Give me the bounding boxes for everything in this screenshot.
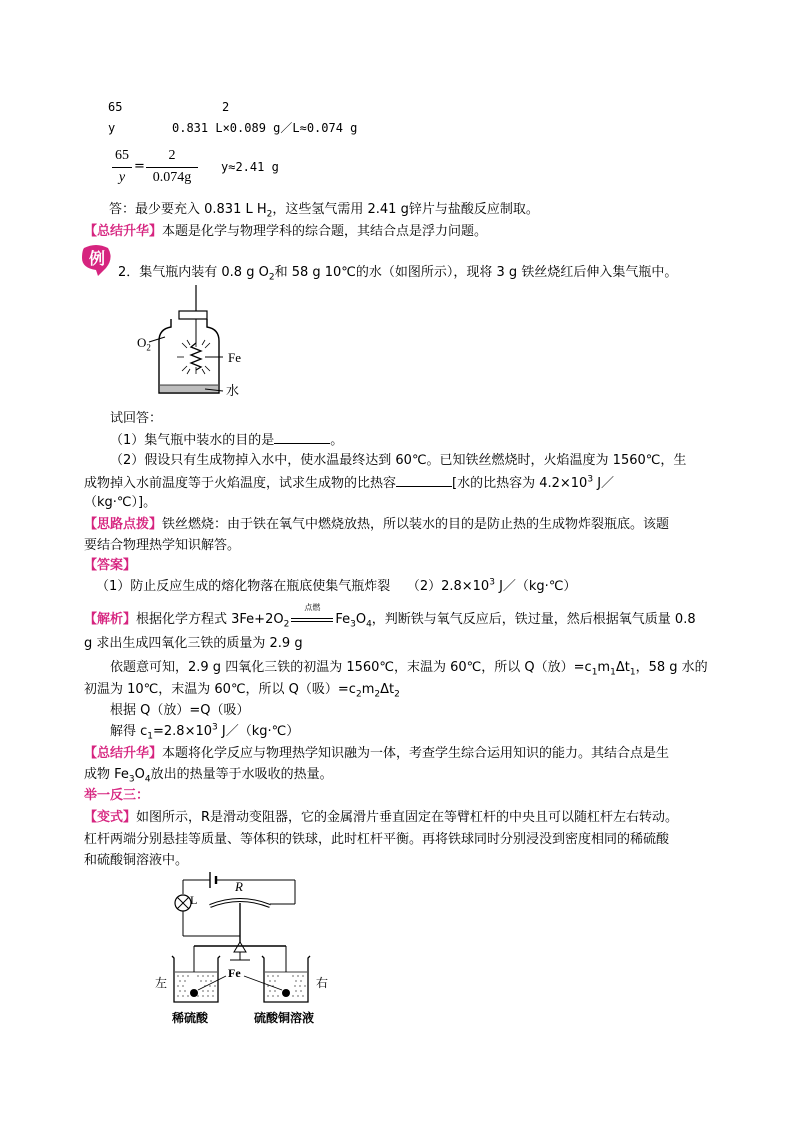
analysis-line5: 根据 Q（放）=Q（吸） xyxy=(110,703,250,718)
example-question xyxy=(118,265,677,282)
fraction-1-numerator: 65 xyxy=(115,148,129,163)
fraction-2-line xyxy=(146,167,198,168)
summary-1-text: 本题是化学与物理学科的综合题，其结合点是浮力问题。 xyxy=(162,224,488,239)
fig1-water-label: 水 xyxy=(226,384,240,399)
question-2-line3: （kg·℃）]。 xyxy=(84,495,157,510)
hint-text: 铁丝燃烧：由于铁在氧气中燃烧放热，所以装水的目的是防止热的生成物炸裂瓶底。该题 xyxy=(162,517,670,532)
answer-text: 答：最少要充入 0.831 L H xyxy=(109,202,267,217)
reaction-arrow: 点燃 xyxy=(289,612,335,629)
questions-intro: 试回答： xyxy=(110,411,163,426)
calc-row2-b: 0.831 L×0.089 g／L≈0.074 g xyxy=(172,121,358,135)
summary-2-tag: 【总结升华】 xyxy=(84,746,163,761)
hint-line2: 要结合物理热学知识解答。 xyxy=(84,538,241,553)
calc-row2-a: y xyxy=(108,121,116,135)
analysis-line3: 依题意可知，2.9 g 四氧化三铁的初温为 1560℃，末温为 60℃，所以 Q（放）$=c_1m_1\Delta t_1$，58 g 水的 xyxy=(110,660,708,678)
question-1: （1）集气瓶中装水的目的是 。 xyxy=(110,433,344,448)
hint-tag: 【思路点拨】 xyxy=(84,517,163,532)
fig2-lamp-label: L xyxy=(190,893,198,907)
analysis-line6: 解得 $c_1=2.8\times 10^3$ J／（kg·℃） xyxy=(110,722,300,742)
fig1-o2-label: $O_2$ xyxy=(137,335,151,353)
calc-result: y≈2.41 g xyxy=(221,160,279,174)
analysis-tag: 【解析】 xyxy=(84,612,137,627)
fraction-2-numerator: 2 xyxy=(168,148,176,163)
fraction-2-denominator: 0.074g xyxy=(152,170,192,185)
variant-tag: 【变式】 xyxy=(84,810,137,825)
answer-sub: 2 xyxy=(266,209,273,220)
example-sub: 2 xyxy=(268,272,275,283)
answer-line xyxy=(109,202,539,219)
answer-content: （1）防止反应生成的熔化物落在瓶底使集气瓶炸裂 $(2)2.8\times 10^3$ J／（kg·℃） xyxy=(96,577,577,594)
variant-line2: 杠杆两端分别悬挂等质量、等体积的铁球，此时杠杆平衡。再将铁球同时分别浸没到密度相同的稀硫酸 xyxy=(84,832,670,847)
analysis-line1: 【解析】根据化学方程式 $3Fe+2O_2$ 点燃 $Fe_3O_4$，判断铁与氧气反应后，铁过量，然后根据氧气质量 0.8 xyxy=(84,603,696,630)
analysis-line2: g 求出生成四氧化三铁的质量为 2.9 g xyxy=(84,636,303,651)
fig2-left-solution: 稀硫酸 xyxy=(172,1011,209,1025)
summary-2-line2: 成物 $Fe_3O_4$放出的热量等于水吸收的热量。 xyxy=(84,767,333,785)
question-2-blank[interactable] xyxy=(396,474,452,487)
fig2-fe-label: Fe xyxy=(228,966,241,980)
question-2-line2: 成物掉入水前温度等于火焰温度，试求生成物的比热容 [水的比热容为 $4.2\times 10^3$ J／ xyxy=(84,474,615,491)
fig2-right-solution: 硫酸铜溶液 xyxy=(254,1011,315,1025)
fig2-resistor-label: R xyxy=(235,879,243,894)
summary-1 xyxy=(84,224,487,241)
fig2-left-label: 左 xyxy=(155,976,168,990)
hint-line1 xyxy=(84,517,669,534)
question-2-line1: （2）假设只有生成物掉入水中，使水温最终达到 60℃。已知铁丝燃烧时，火焰温度为 1560℃，生 xyxy=(110,453,687,468)
analysis-line4: 初温为 10℃，末温为 60℃，所以 Q（吸）$=c_2m_2\Delta t_2$ xyxy=(84,682,400,700)
variant-line1: 【变式】如图所示，R是滑动变阻器，它的金属滑片垂直固定在等臂杠杆的中央且可以随杠杆左右转动。 xyxy=(84,810,679,825)
section-title: 举一反三： xyxy=(84,788,150,803)
calc-row1-b: 2 xyxy=(222,100,230,114)
example-text: 2．集气瓶内装有 0.8 g O xyxy=(118,265,269,280)
variant-line3: 和硫酸铜溶液中。 xyxy=(84,853,189,868)
circuit-figure xyxy=(150,870,340,1010)
fraction-1-denominator: y xyxy=(118,170,126,185)
answer-text-end: ，这些氢气需用 2.41 g锌片与盐酸反应制取。 xyxy=(272,202,539,217)
summary-2-line1: 【总结升华】本题将化学反应与物理热学知识融为一体，考查学生综合运用知识的能力。其结合点是生 xyxy=(84,746,670,761)
answer-tag: 【答案】 xyxy=(84,558,137,573)
fig1-fe-label: Fe xyxy=(228,350,241,365)
fraction-1-line xyxy=(112,167,132,168)
calc-row1-a: 65 xyxy=(108,100,123,114)
fig2-right-label: 右 xyxy=(316,976,329,990)
equals-sign: = xyxy=(134,159,145,174)
example-badge-label: 例 xyxy=(89,249,106,268)
example-text-end: 和 58 g 10℃的水（如图所示），现将 3 g 铁丝烧红后伸入集气瓶中。 xyxy=(274,265,678,280)
summary-1-tag: 【总结升华】 xyxy=(84,224,163,239)
question-1-blank[interactable] xyxy=(274,431,330,444)
